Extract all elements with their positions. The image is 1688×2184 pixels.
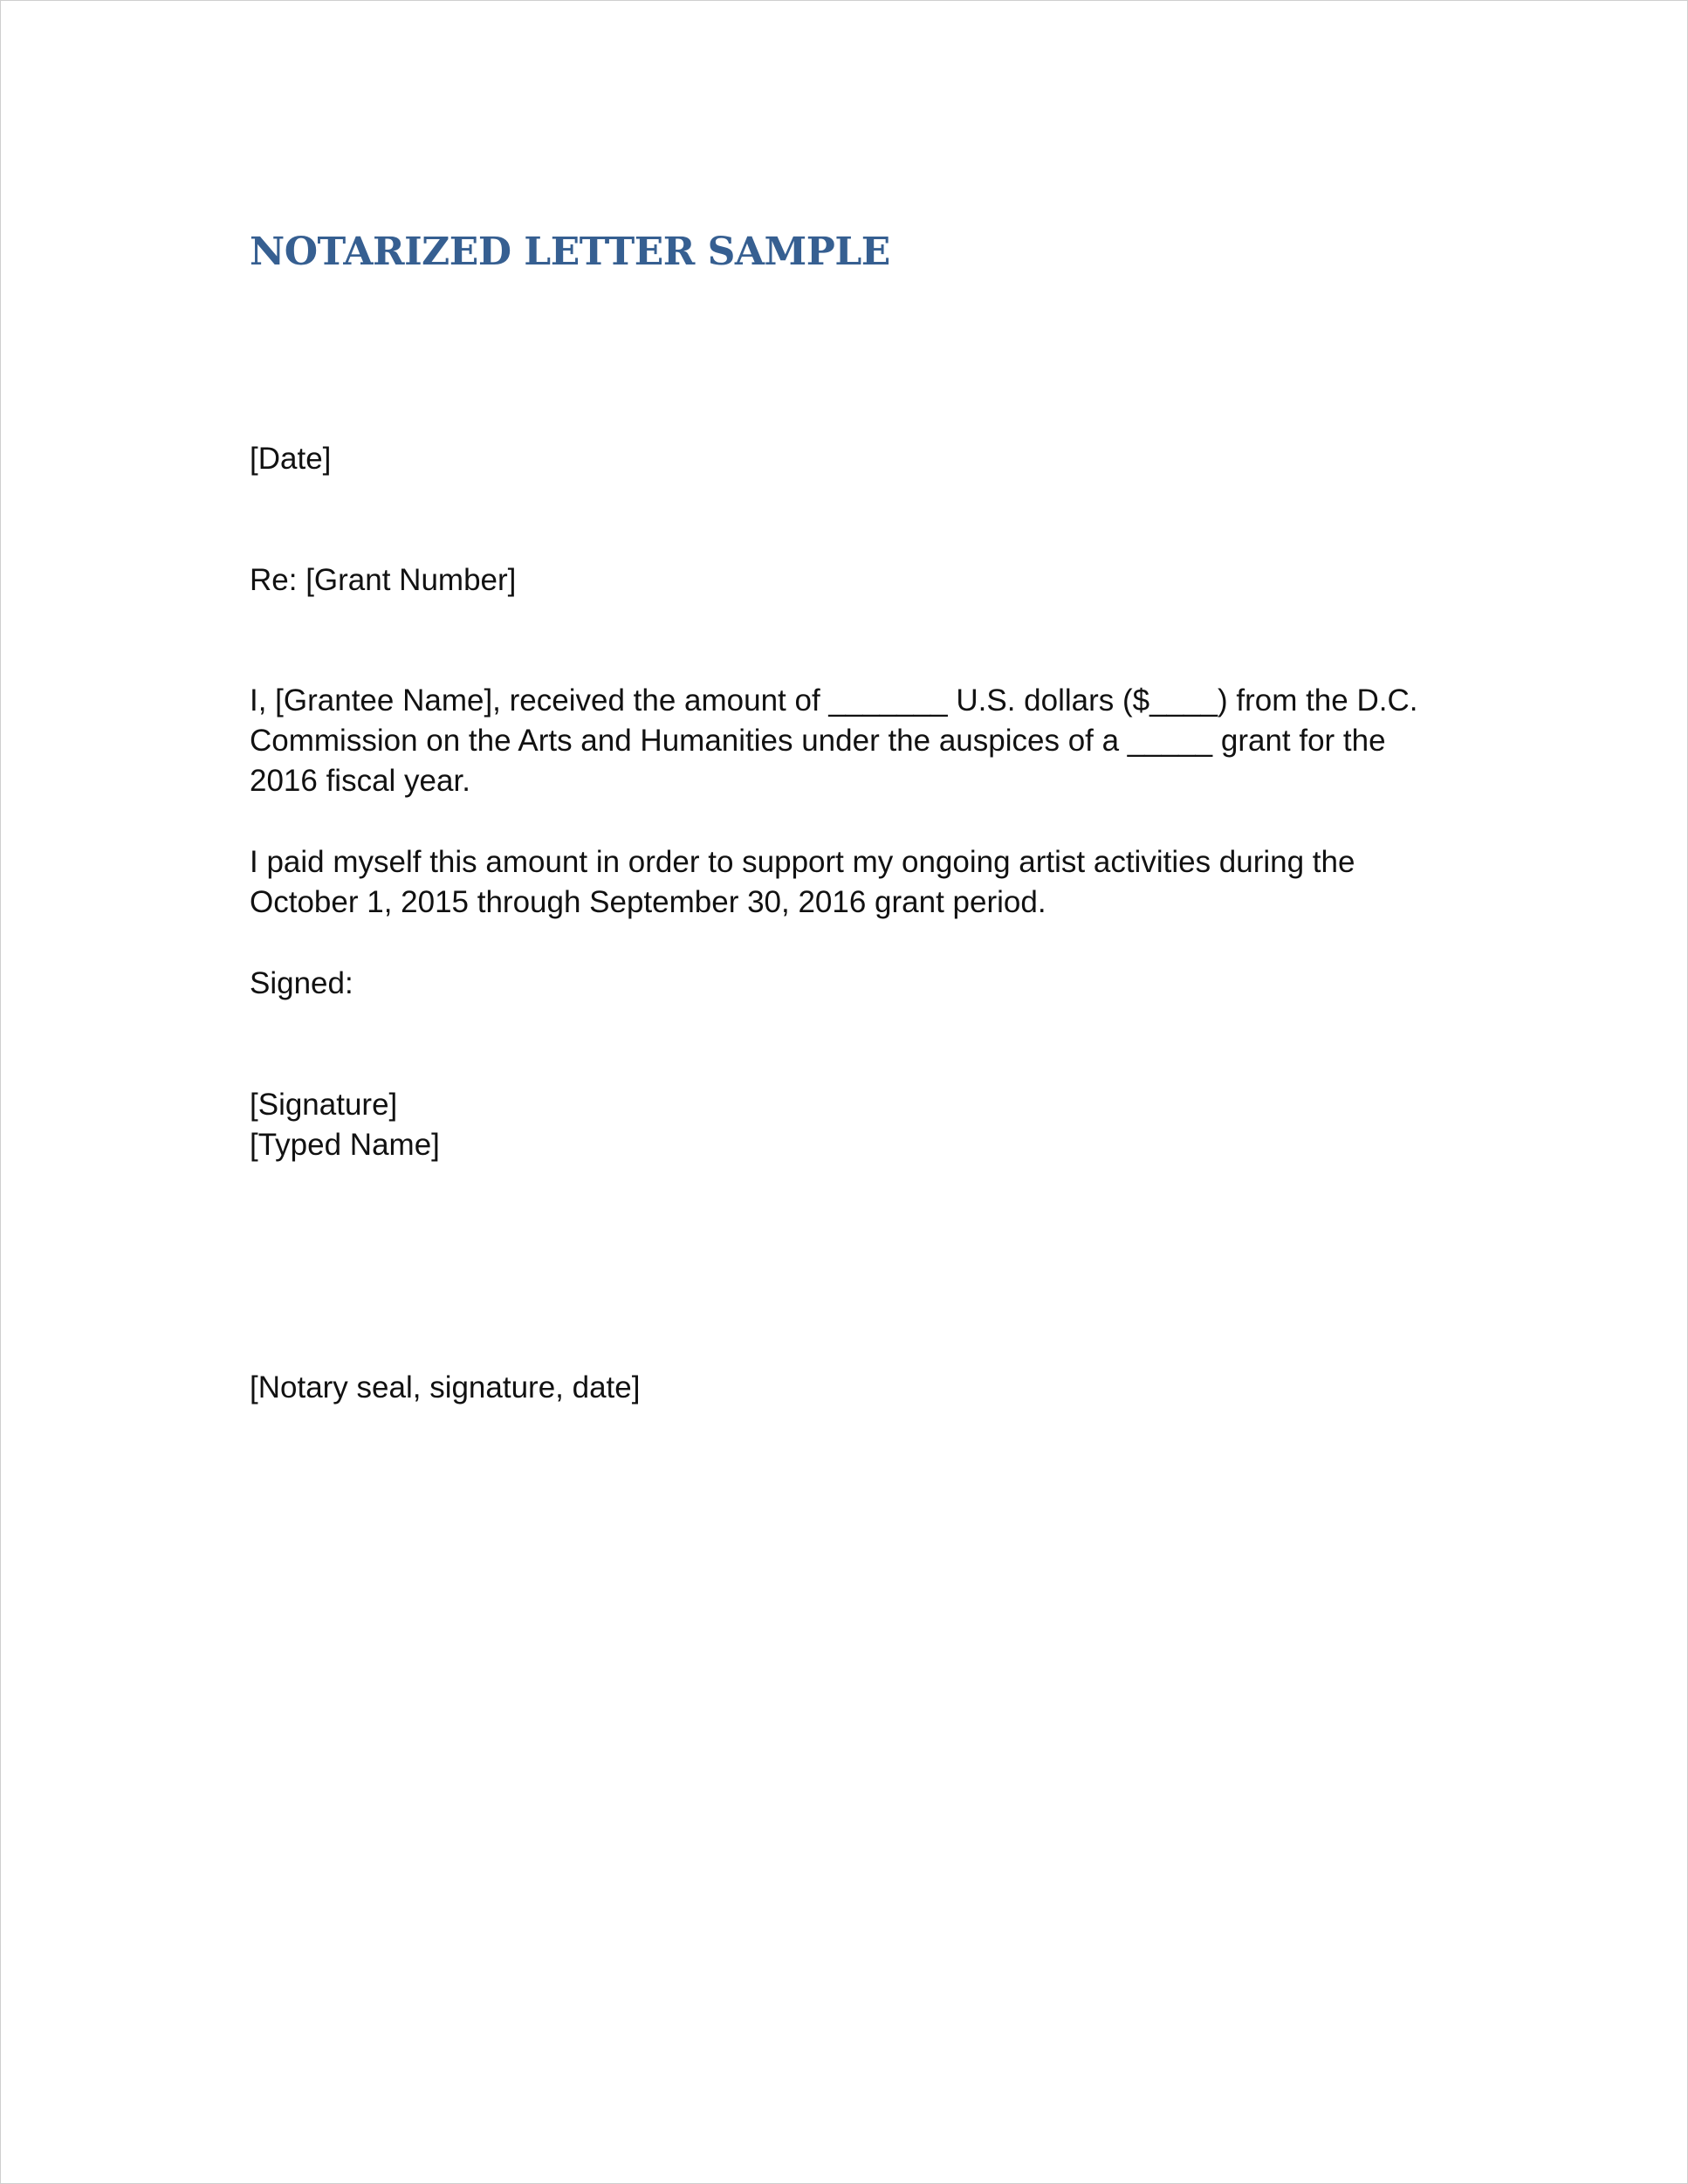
re-line: Re: [Grant Number] bbox=[250, 563, 517, 597]
date-placeholder: [Date] bbox=[250, 442, 332, 476]
typed-name-placeholder: [Typed Name] bbox=[250, 1128, 440, 1162]
paragraph-line: I, [Grantee Name], received the amount of _______ U.S. dollars ($____) from the D.C. bbox=[250, 683, 1418, 718]
signature-placeholder: [Signature] bbox=[250, 1088, 398, 1122]
paragraph-line: 2016 fiscal year. bbox=[250, 764, 470, 798]
document-title: NOTARIZED LETTER SAMPLE bbox=[250, 230, 890, 274]
paragraph-line: Commission on the Arts and Humanities under the auspices of a _____ grant for the bbox=[250, 724, 1386, 758]
signed-label: Signed: bbox=[250, 966, 353, 1000]
paragraph-line: October 1, 2015 through September 30, 2016 grant period. bbox=[250, 885, 1046, 919]
paragraph-line: I paid myself this amount in order to support my ongoing artist activities during the bbox=[250, 845, 1355, 879]
notary-placeholder: [Notary seal, signature, date] bbox=[250, 1370, 641, 1404]
